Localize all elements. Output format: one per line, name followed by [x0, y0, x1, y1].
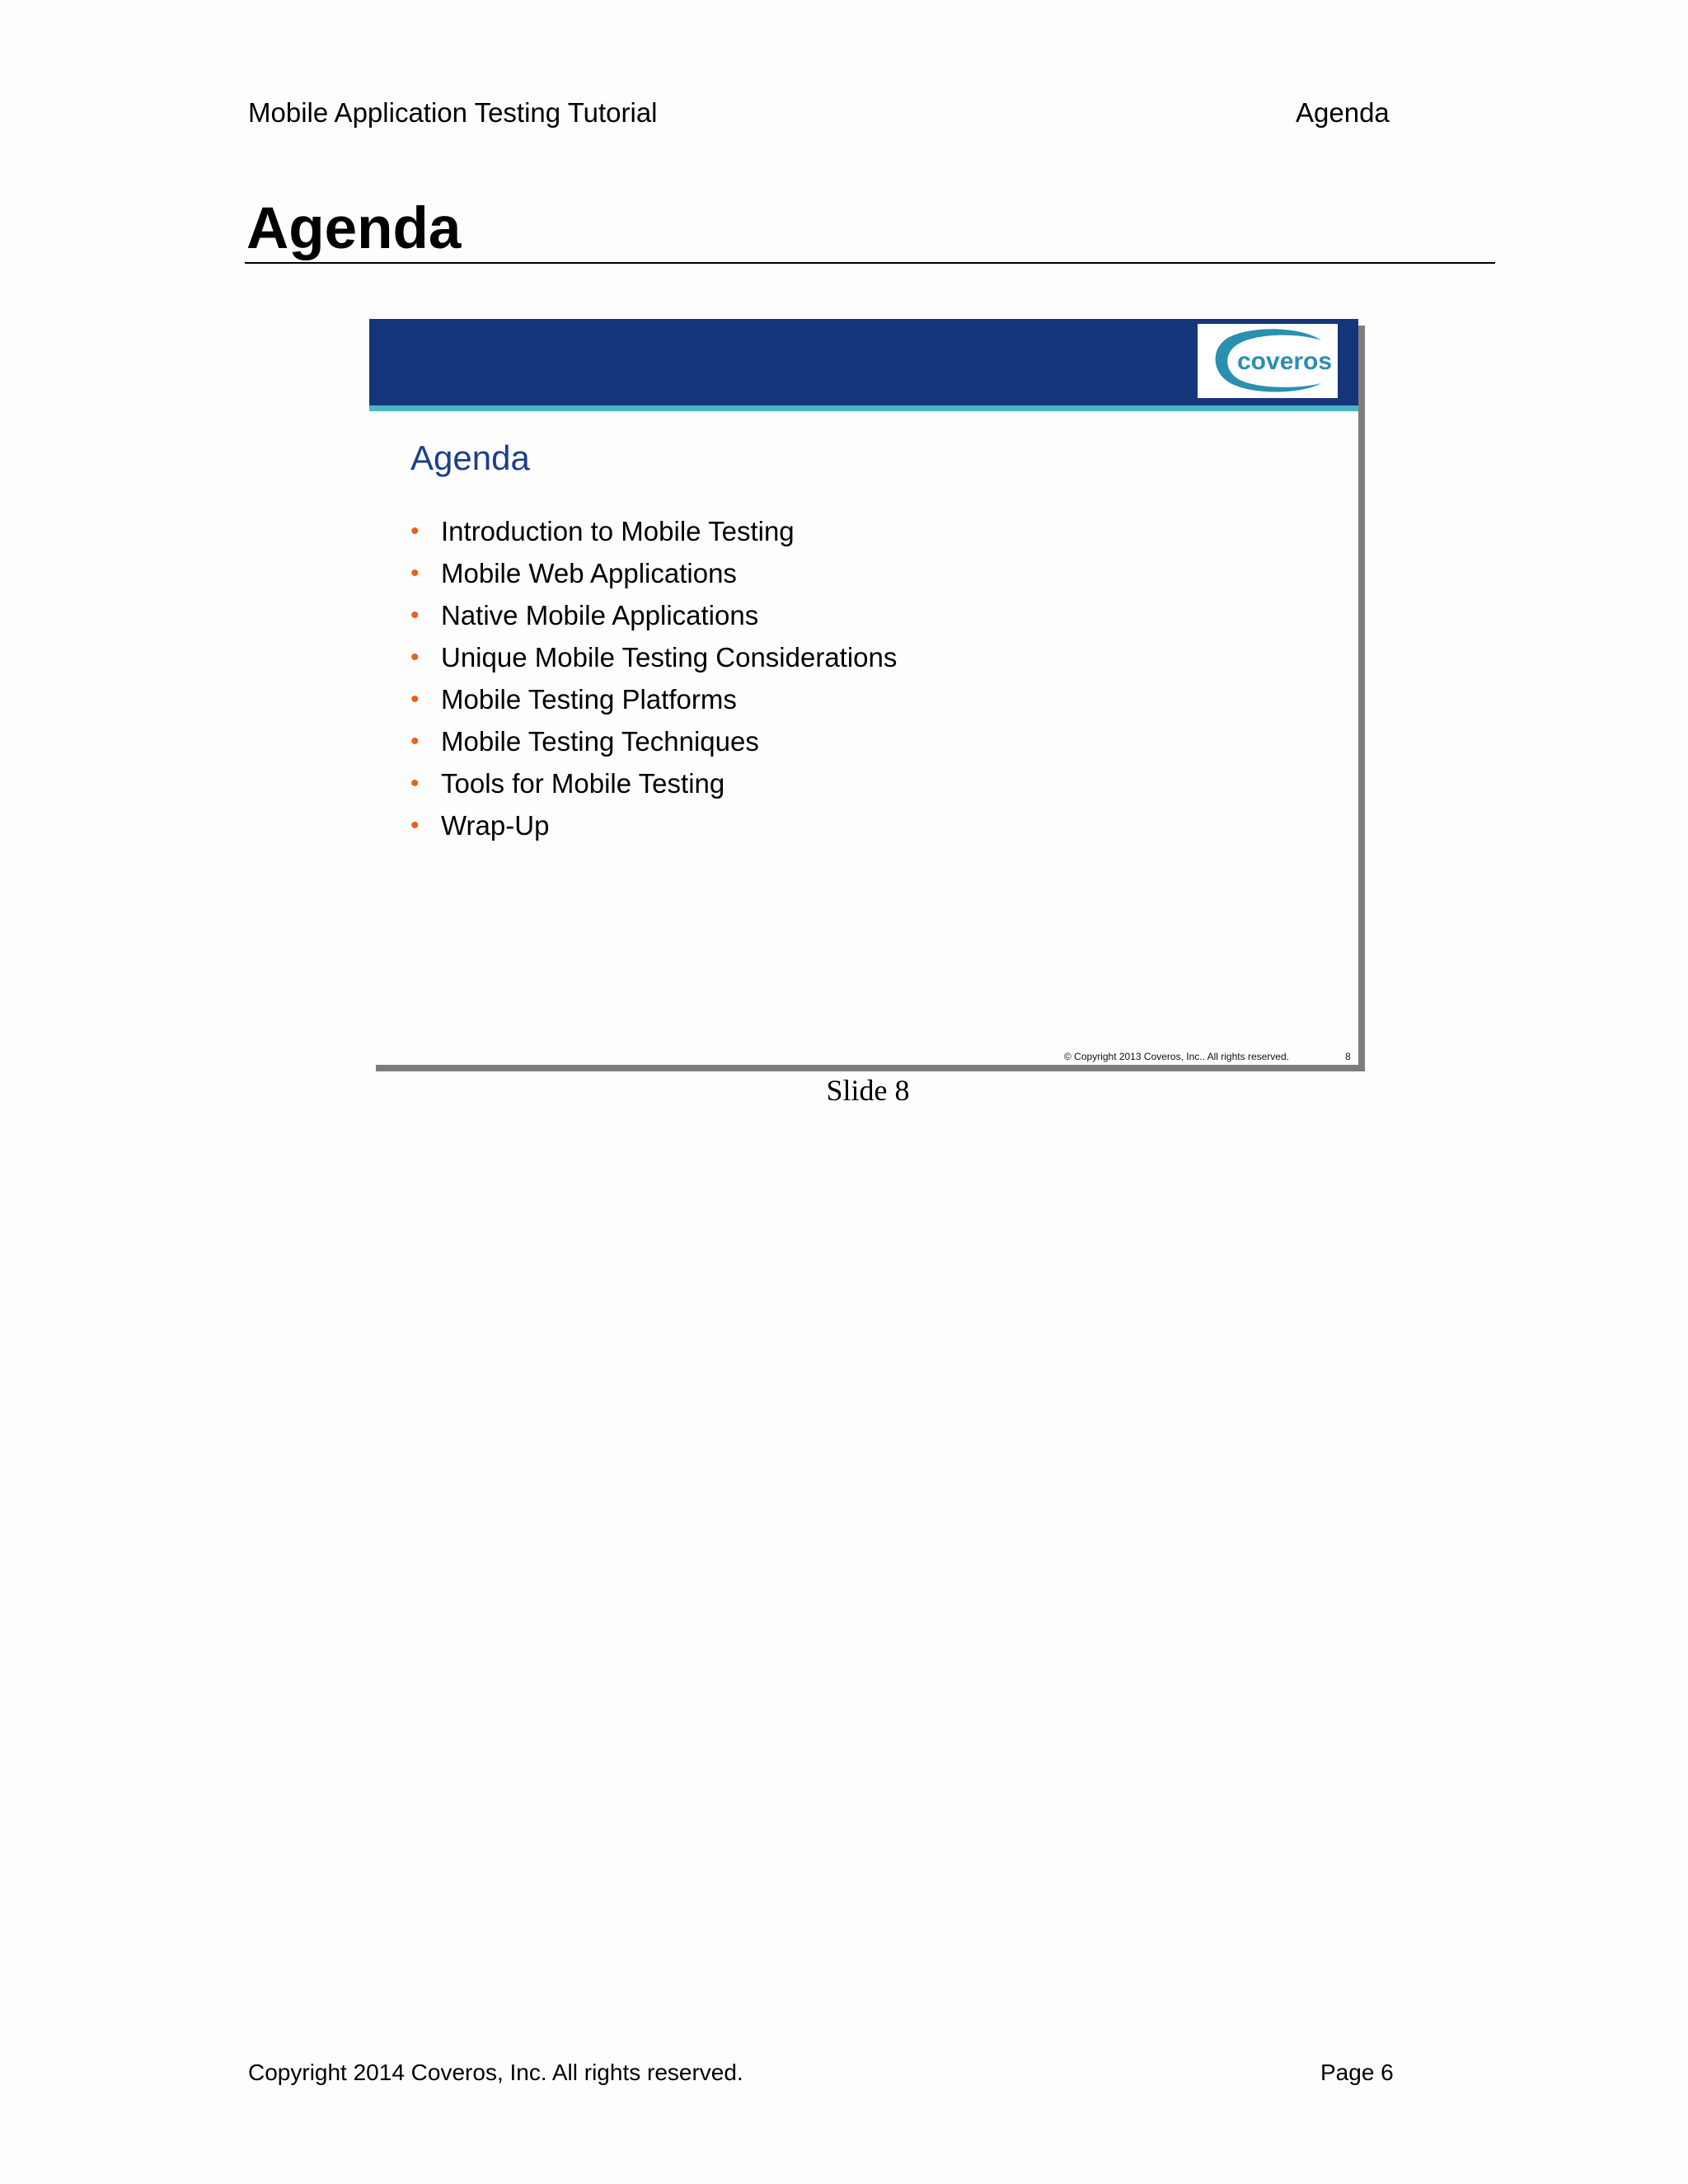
agenda-item — [410, 636, 897, 678]
running-header-title: Mobile Application Testing Tutorial — [248, 97, 658, 128]
agenda-item — [410, 510, 897, 552]
running-header-section: Agenda — [1296, 97, 1390, 128]
bullet-icon: • — [410, 560, 420, 587]
bullet-icon: • — [410, 518, 420, 545]
page-title: Agenda — [246, 196, 462, 261]
agenda-item-label: Wrap-Up — [441, 810, 550, 841]
slide-number: 8 — [1345, 1051, 1351, 1062]
agenda-item-label: Unique Mobile Testing Considerations — [441, 642, 898, 673]
bullet-icon: • — [410, 728, 420, 755]
agenda-item-label: Introduction to Mobile Testing — [441, 516, 795, 546]
agenda-item-label: Mobile Testing Platforms — [441, 684, 737, 715]
agenda-item — [410, 762, 897, 804]
slide-title: Agenda — [410, 438, 530, 477]
agenda-item — [410, 804, 897, 846]
bullet-icon: • — [410, 812, 420, 839]
agenda-item-label: Mobile Testing Techniques — [441, 726, 759, 757]
slide-banner-stripe — [369, 405, 1358, 411]
bullet-icon: • — [410, 602, 420, 629]
coveros-logo-icon — [1198, 324, 1338, 398]
bullet-icon: • — [410, 644, 420, 671]
agenda-item-label: Native Mobile Applications — [441, 600, 759, 630]
agenda-item — [410, 720, 897, 762]
bullet-icon: • — [410, 686, 420, 713]
footer-copyright: Copyright 2014 Coveros, Inc. All rights reserved. — [248, 2060, 743, 2085]
agenda-item — [410, 678, 897, 720]
agenda-list — [410, 510, 897, 846]
heading-divider — [245, 262, 1495, 264]
bullet-icon: • — [410, 770, 420, 797]
coveros-logo — [1198, 324, 1338, 398]
coveros-logo-text: coveros — [1237, 348, 1333, 375]
agenda-item-label: Mobile Web Applications — [441, 558, 737, 588]
agenda-item-label: Tools for Mobile Testing — [441, 768, 725, 799]
slide-image — [369, 319, 1358, 1065]
agenda-item — [410, 594, 897, 636]
agenda-item — [410, 552, 897, 594]
slide-caption: Slide 8 — [826, 1074, 910, 1107]
slide-copyright: © Copyright 2013 Coveros, Inc.. All rights reserved. — [1064, 1051, 1289, 1062]
footer-page-number: Page 6 — [1320, 2060, 1394, 2085]
